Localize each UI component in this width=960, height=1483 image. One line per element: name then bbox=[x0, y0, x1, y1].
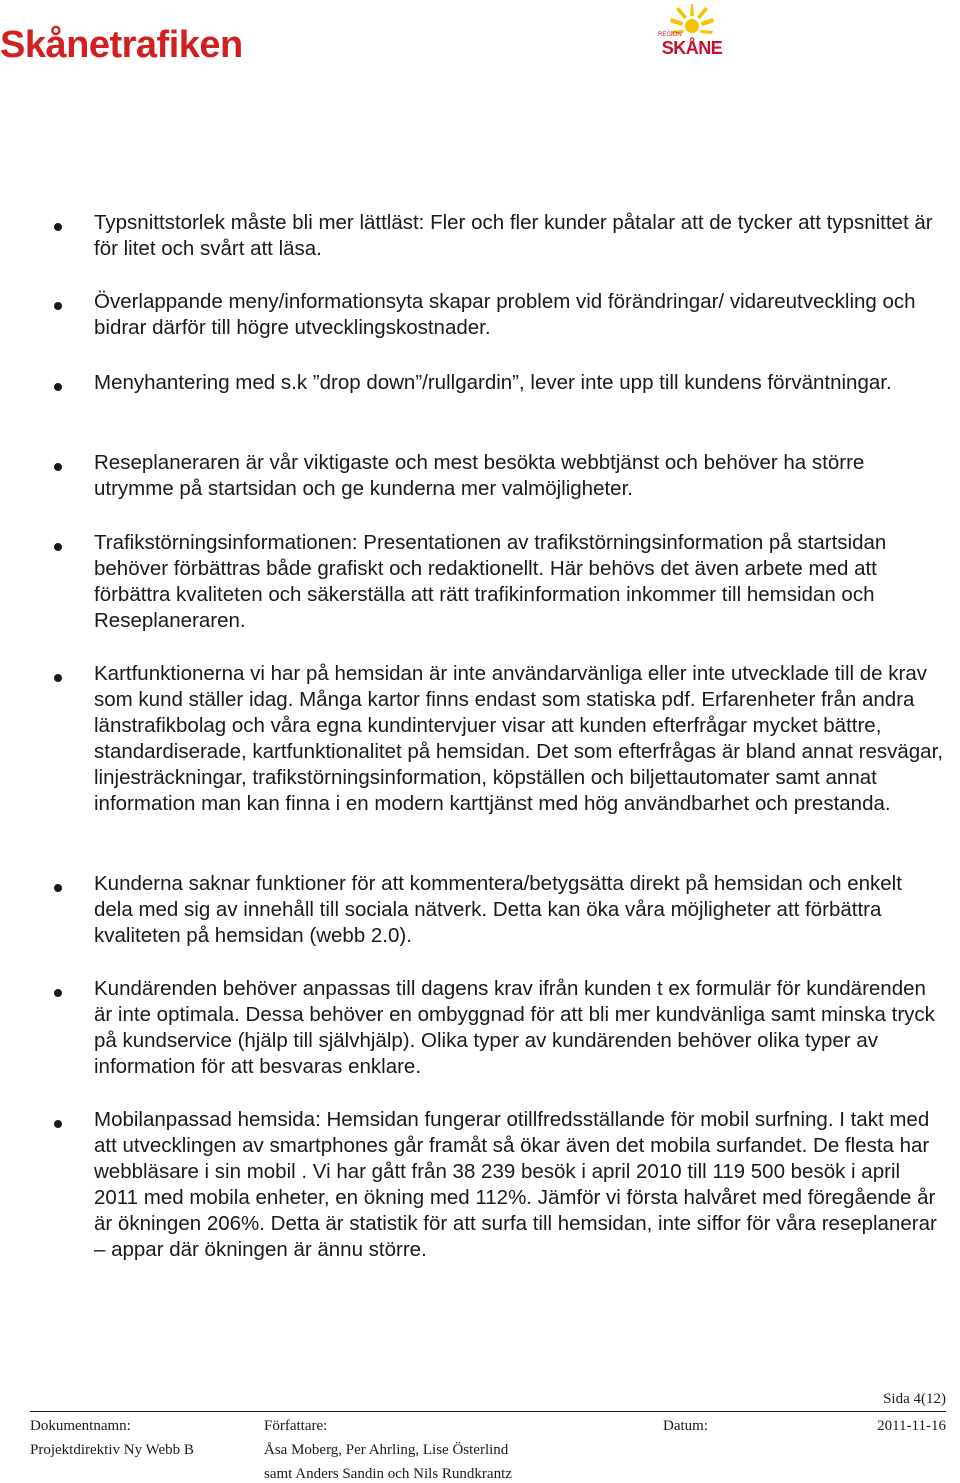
region-skane-logo bbox=[652, 2, 732, 66]
region-skane-text: SKÅNE bbox=[661, 38, 723, 58]
list-item-text: Kunderna saknar funktioner för att kommentera/betygsätta direkt på hemsidan och enkelt dela med sig av innehåll till sociala nätverk. Detta kan öka våra möjligheter att förbättra kvaliteten på hemsidan (webb 2.0). bbox=[94, 872, 902, 947]
region-small-text: REGION bbox=[658, 32, 682, 38]
list-item-text: Kartfunktionerna vi har på hemsidan är inte användarvänliga eller inte utvecklade till de krav som kund ställer idag. Många kartor finns endast som statiska pdf. Erfarenheter från andra länstrafikbolag och våra egna kundintervjuer visar att kunden efterfrågar mycket bättre, standardiserade, kartfunktionalitet på hemsidan. Det som efterfrågas är bland annat resvägar, linjesträckningar, trafikstörningsinformation, köpställen och biljettautomater samt annat information man kan finna i en modern karttjänst med hög användbarhet och prestanda. bbox=[94, 662, 943, 815]
skanetrafiken-logo: Skånetrafiken bbox=[0, 24, 243, 66]
list-item-text: Överlappande meny/informationsyta skapar problem vid förändringar/ vidareutveckling och bidrar därför till högre utvecklingskostnader. bbox=[94, 290, 916, 339]
list-item-text: Kundärenden behöver anpassas till dagens krav ifrån kunden t ex formulär för kundärenden är inte optimala. Dessa behöver en ombyggnad för att bli mer kundvänliga samt minska tryck på kundservice (hjälp till självhjälp). Olika typer av kundärenden behöver olika typer av information för att besvaras enklare. bbox=[94, 977, 935, 1078]
footer-doc-label: Dokumentnamn: bbox=[30, 1418, 131, 1434]
footer-date-value: 2011-11-16 bbox=[877, 1418, 946, 1434]
bullet-icon bbox=[54, 1120, 62, 1128]
footer-author-line1: Åsa Moberg, Per Ahrling, Lise Österlind bbox=[264, 1442, 509, 1458]
list-item-text: Mobilanpassad hemsida: Hemsidan fungerar otillfredsställande för mobil surfning. I takt med att utvecklingen av smartphones går framåt så ökar även det mobila surfandet. De flesta har webbläsare i sin mobil . Vi har gått från 38 239 besök i april 2010 till 119 500 besök i april 2011 med mobila enheter, en ökning med 112%. Jämför vi första halvåret med föregående år är ökningen 206%. Detta är statistik för att surfa till hemsidan, inte siffor för våra reseplanerar – appar där ökningen är ännu större. bbox=[94, 1108, 937, 1261]
bullet-icon bbox=[54, 543, 62, 551]
bullet-icon bbox=[54, 302, 62, 310]
bullet-icon bbox=[54, 223, 62, 231]
bullet-icon bbox=[54, 989, 62, 997]
page-number: Sida 4(12) bbox=[883, 1391, 946, 1407]
list-item-text: Typsnittstorlek måste bli mer lättläst: Fler och fler kunder påtalar att de tycker att typsnittet är för litet och svårt att läsa. bbox=[94, 211, 933, 260]
list-item-text: Menyhantering med s.k ”drop down”/rullgardin”, lever inte upp till kundens förväntningar. bbox=[94, 371, 892, 394]
list-item-text: Trafikstörningsinformationen: Presentationen av trafikstörningsinformation på startsidan behöver förbättras både grafiskt och redaktionellt. Här behövs det även arbete med att förbättra kvaliteten och säkerställa att rätt trafikinformation inkommer till hemsidan och Reseplaneraren. bbox=[94, 531, 887, 632]
footer-date-label: Datum: bbox=[663, 1418, 708, 1434]
bullet-icon bbox=[54, 463, 62, 471]
bullet-icon bbox=[54, 674, 62, 682]
footer-author-label: Författare: bbox=[264, 1418, 328, 1434]
bullet-icon bbox=[54, 383, 62, 391]
bullet-icon bbox=[54, 884, 62, 892]
footer-doc-value: Projektdirektiv Ny Webb B bbox=[30, 1442, 194, 1458]
list-item-text: Reseplaneraren är vår viktigaste och mest besökta webbtjänst och behöver ha större utrymme på startsidan och ge kunderna mer valmöjligheter. bbox=[94, 451, 865, 500]
footer-divider bbox=[30, 1411, 946, 1412]
footer-author-line2: samt Anders Sandin och Nils Rundkrantz bbox=[264, 1466, 512, 1482]
